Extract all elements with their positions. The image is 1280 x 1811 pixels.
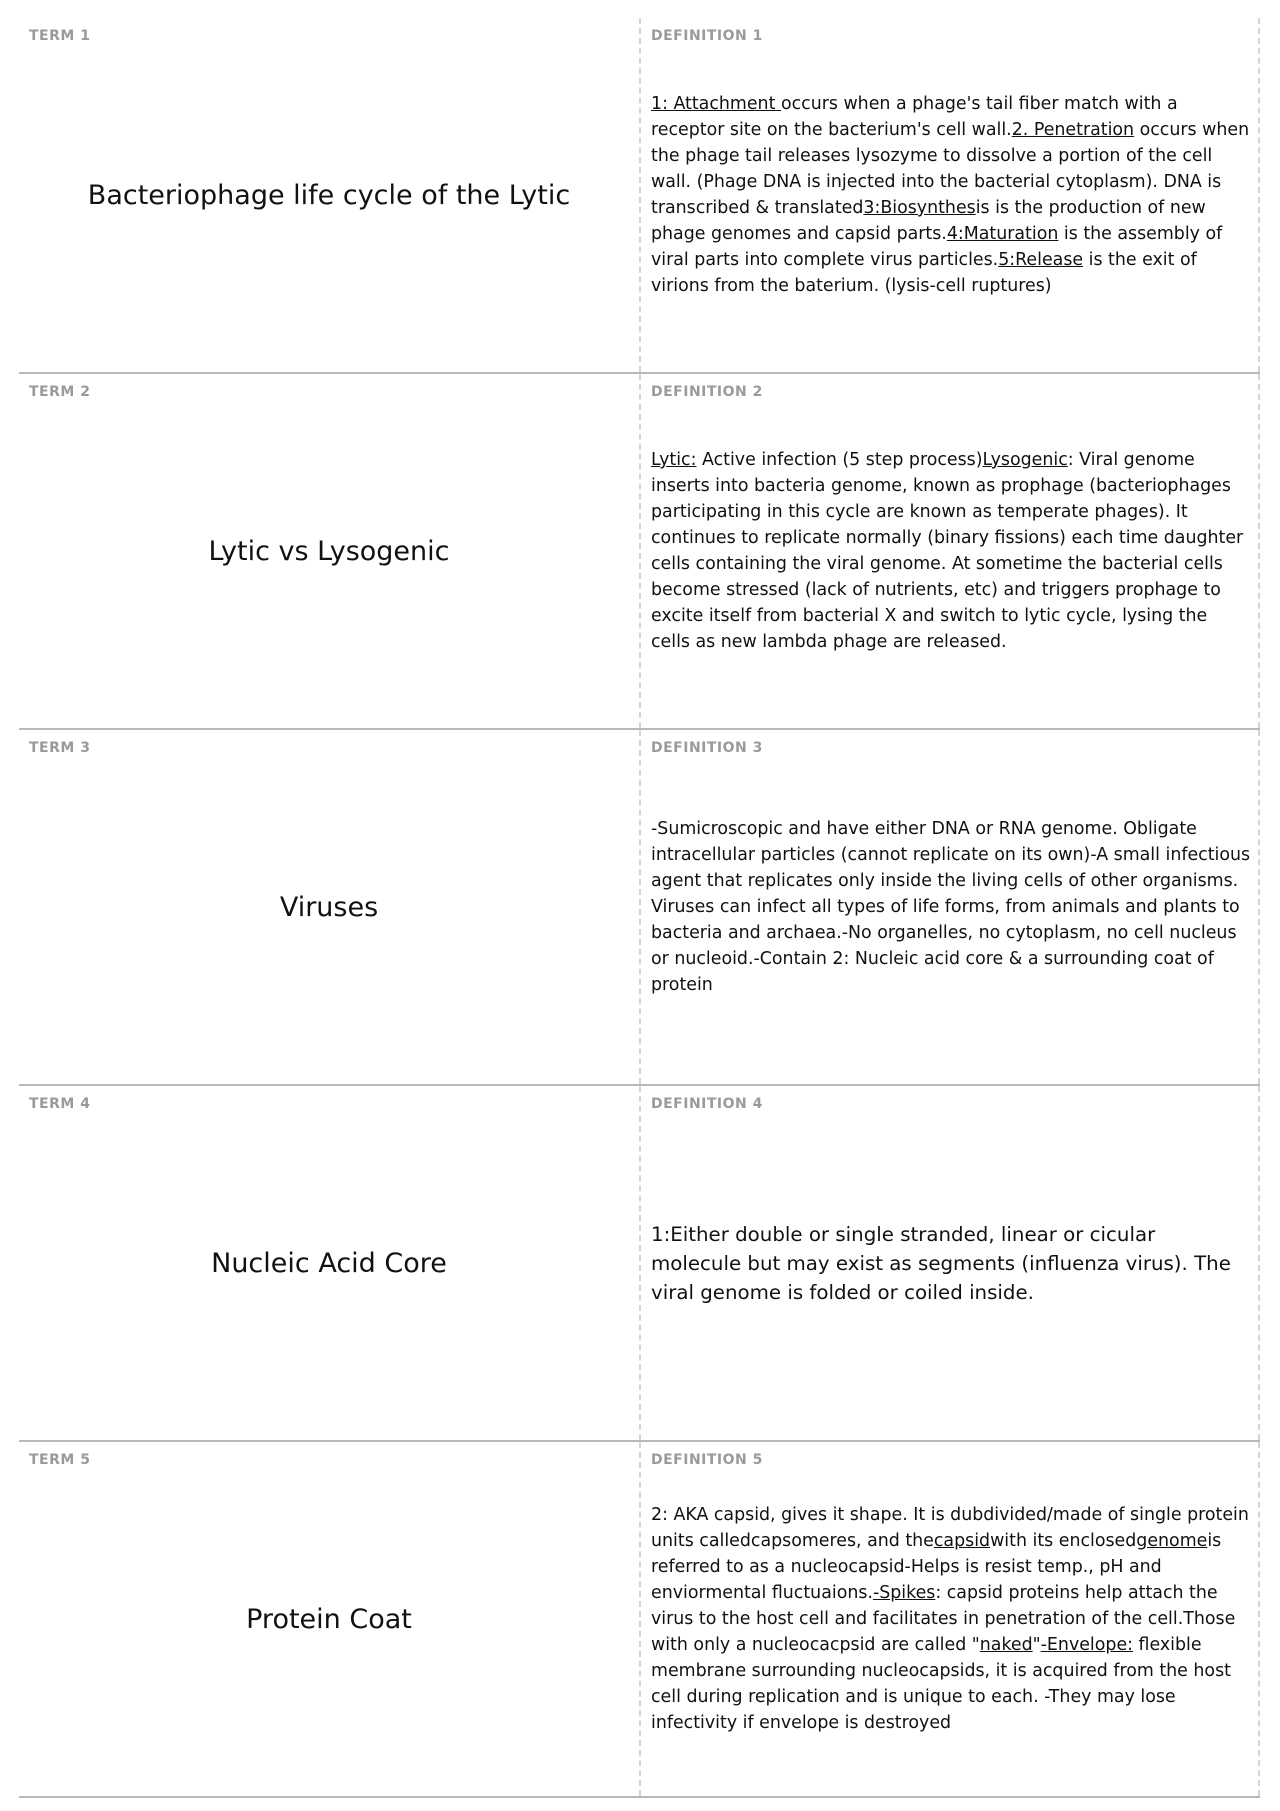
term-label: TERM 2 <box>29 384 91 400</box>
definition-cell <box>651 730 1251 1084</box>
flashcard-row <box>19 1442 1260 1798</box>
underlined-keyword: Lytic: <box>651 450 697 470</box>
underlined-keyword: 2. Penetration <box>1011 120 1135 140</box>
term-cell <box>19 374 639 728</box>
term-cell <box>19 730 639 1084</box>
definition-segment: with its enclosed <box>990 1531 1137 1551</box>
term-label: TERM 4 <box>29 1096 91 1112</box>
term-label: TERM 3 <box>29 740 91 756</box>
flashcard-row <box>19 1086 1260 1442</box>
definition-cell <box>651 374 1251 728</box>
definition-text <box>651 816 1251 998</box>
term-label: TERM 5 <box>29 1452 91 1468</box>
definition-segment: is is the production of new phage genomes and capsid parts. <box>651 198 1206 244</box>
underlined-keyword: capsid <box>933 1531 991 1551</box>
definition-label: DEFINITION 2 <box>651 384 763 400</box>
definition-text <box>651 91 1251 299</box>
underlined-keyword: 5:Release <box>998 250 1084 270</box>
term-text: Lytic vs Lysogenic <box>208 535 450 567</box>
term-text: Nucleic Acid Core <box>211 1247 447 1279</box>
card-edge <box>1258 730 1260 1084</box>
underlined-keyword: -Spikes <box>872 1583 936 1603</box>
term-label: TERM 1 <box>29 28 91 44</box>
term-cell <box>19 1442 639 1796</box>
definition-segment: -Sumicroscopic and have either DNA or RNA genome. Obligate intracellular particles (cannot replicate on its own)-A small infectious agent that replicates only inside the living cells of other organisms. Viruses can infect all types of life forms, from animals and plants to bacteria and archaea.-No organelles, no cytoplasm, no cell nucleus or nucleoid.-Contain 2: Nucleic acid core & a surrounding coat of protein <box>651 819 1251 995</box>
definition-segment: 1:Either double or single stranded, linear or cicular molecule but may exist as segments (influenza virus). The viral genome is folded or coiled inside. <box>651 1222 1231 1304</box>
definition-text <box>651 1220 1251 1307</box>
definition-label: DEFINITION 4 <box>651 1096 763 1112</box>
flashcard-row <box>19 374 1260 730</box>
flashcard-row <box>19 730 1260 1086</box>
definition-text <box>651 447 1251 655</box>
definition-segment: is referred to as a nucleocapsid-Helps is resist temp., pH and enviormental fluctuaions. <box>651 1531 1222 1603</box>
underlined-keyword: genome <box>1136 1531 1208 1551</box>
column-divider <box>639 730 641 1084</box>
definition-segment: occurs when a phage's tail fiber match with a receptor site on the bacterium's cell wall. <box>651 94 1178 140</box>
column-divider <box>639 374 641 728</box>
definition-cell <box>651 1086 1251 1440</box>
definition-segment: occurs when the phage tail releases lysozyme to dissolve a portion of the cell wall. (Phage DNA is injected into the bacterial cytoplasm). DNA is transcribed & translated <box>651 120 1250 218</box>
underlined-keyword: 4:Maturation <box>946 224 1059 244</box>
card-edge <box>1258 374 1260 728</box>
definition-label: DEFINITION 1 <box>651 28 763 44</box>
flashcard-sheet <box>19 18 1260 1798</box>
definition-segment: : capsid proteins help attach the virus to the host cell and facilitates in penetration of the cell.Those with only a nucleocacpsid are called " <box>651 1583 1236 1655</box>
definition-label: DEFINITION 5 <box>651 1452 763 1468</box>
underlined-keyword: 3:Biosynthes <box>863 198 976 218</box>
definition-segment: is the exit of virions from the baterium. (lysis-cell ruptures) <box>651 250 1197 296</box>
term-text: Protein Coat <box>246 1603 412 1635</box>
card-edge <box>1258 1442 1260 1796</box>
flashcard-row <box>19 18 1260 374</box>
definition-segment: Active infection (5 step process) <box>696 450 983 470</box>
definition-cell <box>651 1442 1251 1796</box>
column-divider <box>639 1442 641 1796</box>
term-cell <box>19 1086 639 1440</box>
definition-segment: : Viral genome inserts into bacteria genome, known as prophage (bacteriophages participating in this cycle are known as temperate phages). It continues to replicate normally (binary fissions) each time daughter cells containing the viral genome. At sometime the bacterial cells become stressed (lack of nutrients, etc) and triggers prophage to excite itself from bacterial X and switch to lytic cycle, lysing the cells as new lambda phage are released. <box>651 450 1244 652</box>
definition-segment: 2: AKA capsid, gives it shape. It is dubdivided/made of single protein units calledcapsomeres, and the <box>651 1505 1249 1551</box>
term-cell <box>19 18 639 372</box>
definition-text <box>651 1502 1251 1736</box>
definition-segment: is the assembly of viral parts into complete virus particles. <box>651 224 1223 270</box>
term-text: Bacteriophage life cycle of the Lytic <box>87 179 571 211</box>
card-edge <box>1258 18 1260 372</box>
definition-cell <box>651 18 1251 372</box>
underlined-keyword: Lysogenic <box>982 450 1068 470</box>
definition-label: DEFINITION 3 <box>651 740 763 756</box>
column-divider <box>639 18 641 372</box>
term-text: Viruses <box>279 891 379 923</box>
underlined-keyword: naked <box>979 1635 1033 1655</box>
definition-segment: " <box>1032 1635 1041 1655</box>
definition-segment: flexible membrane surrounding nucleocapsids, it is acquired from the host cell during replication and is unique to each. -They may lose infectivity if envelope is destroyed <box>651 1635 1231 1733</box>
underlined-keyword: -Envelope: <box>1040 1635 1134 1655</box>
card-edge <box>1258 1086 1260 1440</box>
column-divider <box>639 1086 641 1440</box>
underlined-keyword: 1: Attachment <box>651 94 781 114</box>
